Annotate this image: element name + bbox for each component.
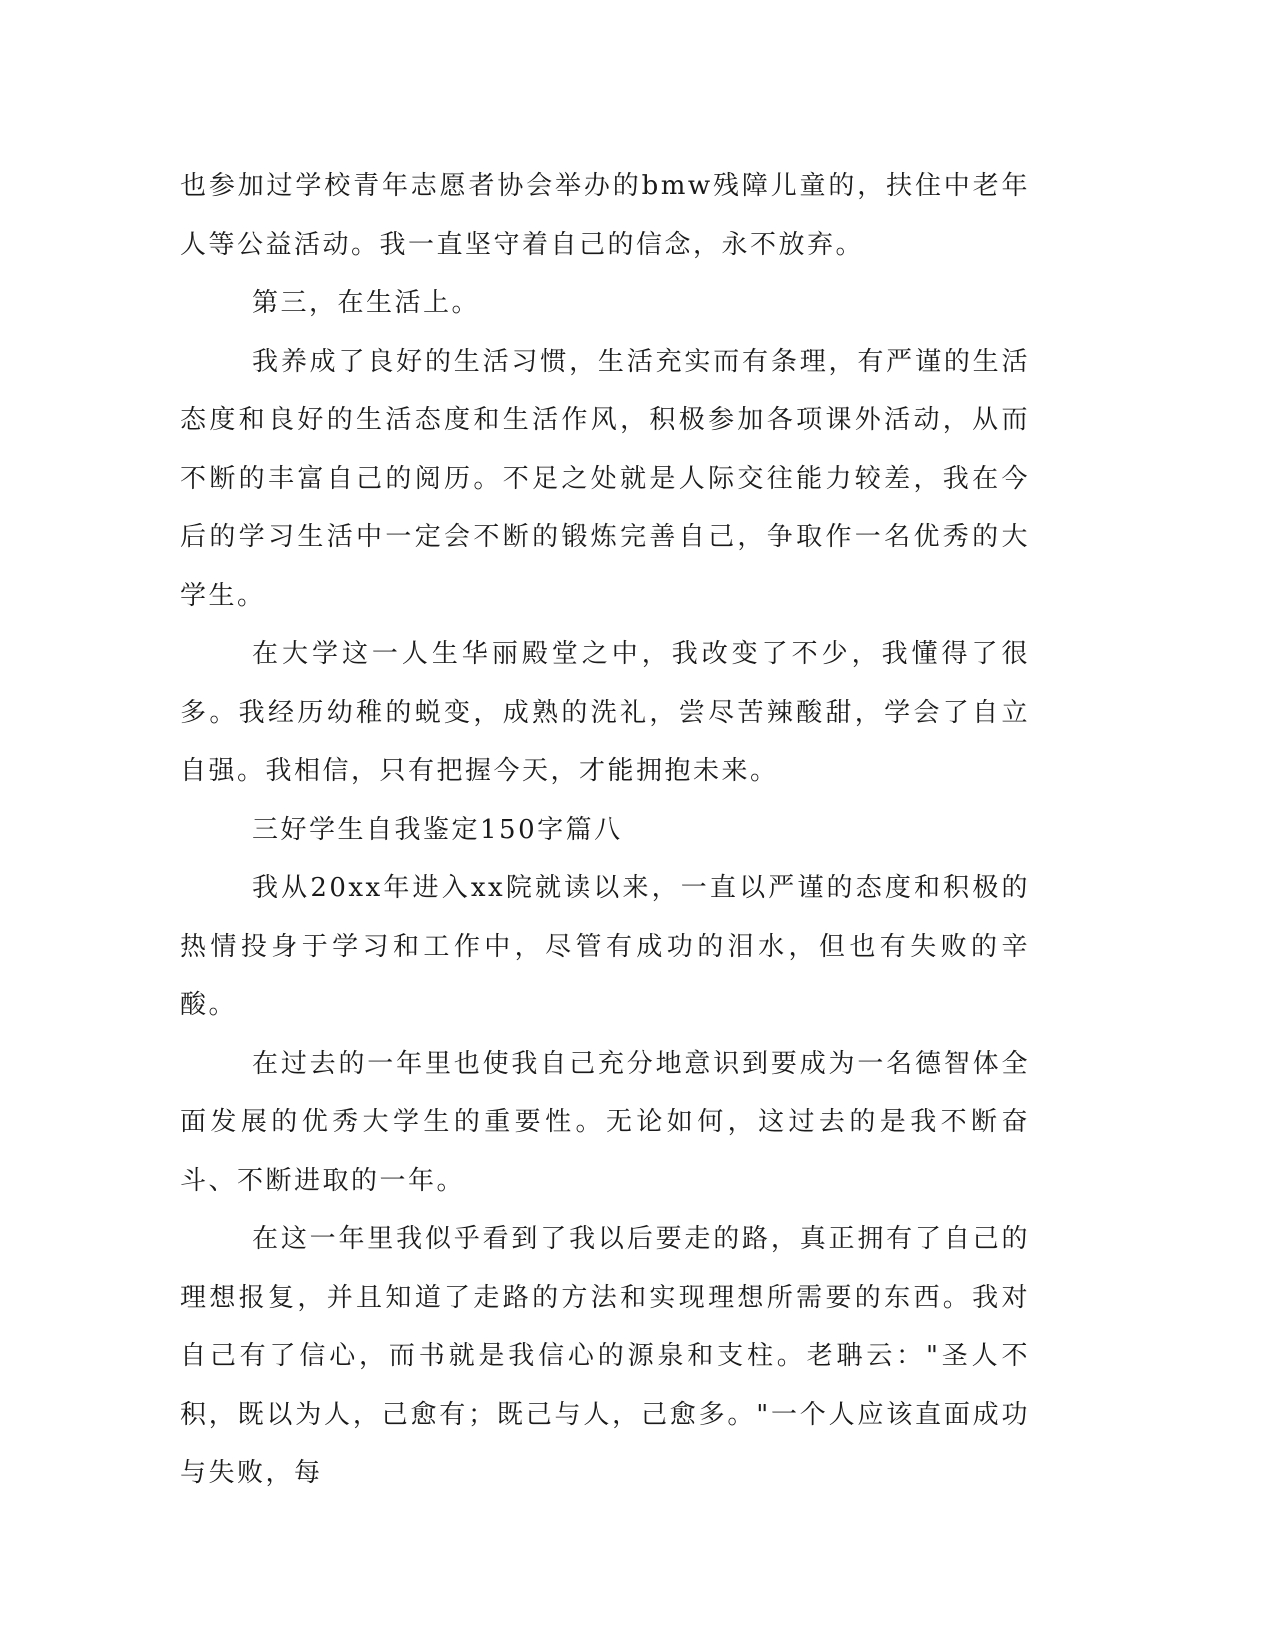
paragraph-life-habits: 我养成了良好的生活习惯，生活充实而有条理，有严谨的生活态度和良好的生活态度和生活作风，积极参加各项课外活动，从而不断的丰富自己的阅历。不足之处就是人际交往能力较差，我在今后的学习生活中一定会不断的锻炼完善自己，争取作一名优秀的大学生。 bbox=[180, 346, 1030, 611]
paragraph-future-path: 在这一年里我似乎看到了我以后要走的路，真正拥有了自己的理想报复，并且知道了走路的方法和实现理想所需要的东西。我对自己有了信心，而书就是我信心的源泉和支柱。老聃云："圣人不积，既以为人，己愈有；既己与人，己愈多。"一个人应该直面成功与失败，每 bbox=[180, 1224, 1030, 1488]
paragraph-continuation: 也参加过学校青年志愿者协会举办的bmw残障儿童的，扶住中老年人等公益活动。我一直坚守着自己的信念，永不放弃。 bbox=[180, 171, 1030, 260]
section-heading-life: 第三，在生活上。 bbox=[252, 288, 481, 318]
paragraph-past-year: 在过去的一年里也使我自己充分地意识到要成为一名德智体全面发展的优秀大学生的重要性。无论如何，这过去的是我不断奋斗、不断进取的一年。 bbox=[180, 1048, 1030, 1196]
document-body bbox=[180, 157, 1030, 1503]
paragraph-since-enrollment: 我从20xx年进入xx院就读以来，一直以严谨的态度和积极的热情投身于学习和工作中，尽管有成功的泪水，但也有失败的辛酸。 bbox=[180, 873, 1030, 1020]
paragraph-university-growth: 在大学这一人生华丽殿堂之中，我改变了不少，我懂得了很多。我经历幼稚的蜕变，成熟的洗礼，尝尽苦辣酸甜，学会了自立自强。我相信，只有把握今天，才能拥抱未来。 bbox=[180, 639, 1030, 786]
section-title-part-eight: 三好学生自我鉴定150字篇八 bbox=[252, 814, 623, 845]
